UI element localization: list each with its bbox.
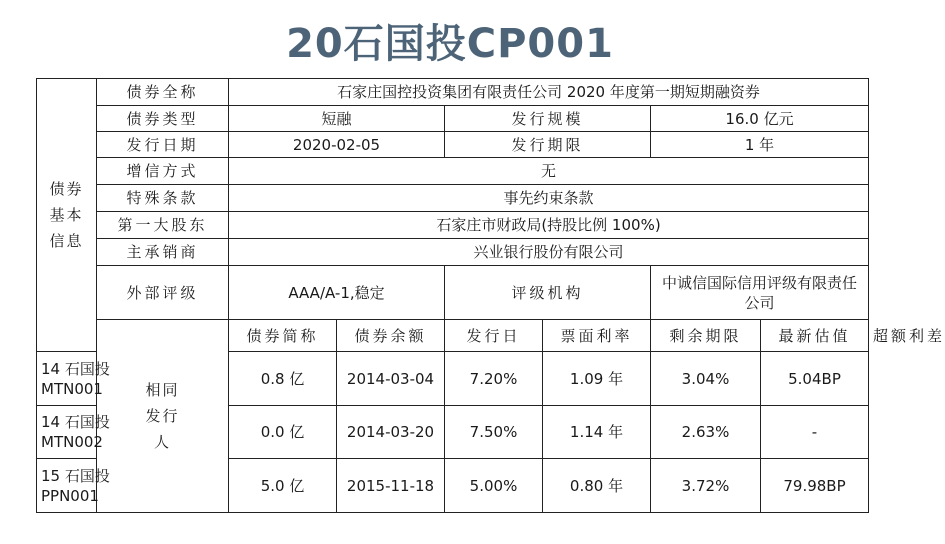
balance-cell: 5.0 亿 xyxy=(229,459,337,513)
rating-value: AAA/A-1,稳定 xyxy=(229,266,445,320)
credit-value: 无 xyxy=(229,158,869,185)
bond-code-line: PPN001 xyxy=(41,486,99,505)
type-label: 债券类型 xyxy=(97,106,229,132)
header-issue-date: 发行日 xyxy=(445,320,543,352)
term-label: 发行期限 xyxy=(445,132,651,158)
spread-cell: - xyxy=(761,406,869,459)
full-name-label: 债券全称 xyxy=(97,79,229,106)
section-same-issuer xyxy=(97,320,229,513)
valuation-cell: 2.63% xyxy=(651,406,761,459)
section-basic-info xyxy=(37,79,97,352)
credit-label: 增信方式 xyxy=(97,158,229,185)
remaining-cell: 1.09 年 xyxy=(543,352,651,406)
header-remaining: 剩余期限 xyxy=(651,320,761,352)
rating-label: 外部评级 xyxy=(97,266,229,320)
spread-cell: 79.98BP xyxy=(761,459,869,513)
coupon-cell: 5.00% xyxy=(445,459,543,513)
special-label: 特殊条款 xyxy=(97,185,229,212)
type-value: 短融 xyxy=(229,106,445,132)
agency-value: 中诚信国际信用评级有限责任公司 xyxy=(651,266,869,320)
header-name: 债券简称 xyxy=(229,320,337,352)
section-line: 基本 xyxy=(49,206,84,224)
bond-name-line: 15 石国投 xyxy=(41,466,110,485)
special-value: 事先约束条款 xyxy=(229,185,869,212)
underwriter-value: 兴业银行股份有限公司 xyxy=(229,239,869,266)
section-line: 债券 xyxy=(49,180,84,198)
issue-date-value: 2020-02-05 xyxy=(229,132,445,158)
header-valuation: 最新估值 xyxy=(761,320,869,352)
section-line: 相同 xyxy=(145,381,180,399)
coupon-cell: 7.50% xyxy=(445,406,543,459)
coupon-cell: 7.20% xyxy=(445,352,543,406)
section-line: 信息 xyxy=(49,232,84,250)
header-coupon: 票面利率 xyxy=(543,320,651,352)
bond-info-table: 债券 基本 信息 债券全称 石家庄国控投资集团有限责任公司 2020 年度第一期短期融资券 债券类型 短融 发行规模 16.0 亿元 发行日期 2020-02-05 发行期限 1 年 增信方式 无 特殊条款 事先约束条款 第一大股东 石家庄市财政局(持股比例 100%) 主承销商 兴业银行股份有限公司 外部评级 AAA/A-1,稳定 评级机构 中诚信国际信用评级有限责任公司 相同 发行 人 债券简称 债券余额 发行日 票面利率 剩余期限 最新估值 超额利差 14 石国投 MTN001 0.8 亿 2014-03-04 7.20% 1.09 年 3.04% 5.04BP 14 石国投 MTN002 0.0 亿 2014-03-20 7.50% 1.14 年 2.63% - 15 石国投 PPN001 5.0 亿 2015-11-18 5.00% 0.80 年 3.72% 79.98BP xyxy=(36,78,869,513)
valuation-cell: 3.04% xyxy=(651,352,761,406)
valuation-cell: 3.72% xyxy=(651,459,761,513)
remaining-cell: 0.80 年 xyxy=(543,459,651,513)
spread-cell: 5.04BP xyxy=(761,352,869,406)
scale-label: 发行规模 xyxy=(445,106,651,132)
balance-cell: 0.8 亿 xyxy=(229,352,337,406)
issue-date-cell: 2014-03-04 xyxy=(337,352,445,406)
remaining-cell: 1.14 年 xyxy=(543,406,651,459)
bond-code-line: MTN001 xyxy=(41,379,103,398)
bond-name-line: 14 石国投 xyxy=(41,413,110,431)
bond-name-line: 14 石国投 xyxy=(41,359,110,378)
issue-date-cell: 2014-03-20 xyxy=(337,406,445,459)
full-name-value: 石家庄国控投资集团有限责任公司 2020 年度第一期短期融资券 xyxy=(229,79,869,106)
agency-label: 评级机构 xyxy=(445,266,651,320)
balance-cell: 0.0 亿 xyxy=(229,406,337,459)
section-line: 人 xyxy=(153,433,171,451)
header-balance: 债券余额 xyxy=(337,320,445,352)
issue-date-label: 发行日期 xyxy=(97,132,229,158)
shareholder-value: 石家庄市财政局(持股比例 100%) xyxy=(229,212,869,239)
section-line: 发行 xyxy=(145,407,180,425)
scale-value: 16.0 亿元 xyxy=(651,106,869,132)
underwriter-label: 主承销商 xyxy=(97,239,229,266)
bond-code-line: MTN002 xyxy=(41,433,103,451)
bond-short-name xyxy=(37,459,110,513)
term-value: 1 年 xyxy=(651,132,869,158)
page-title: 20石国投CP001 xyxy=(286,21,614,67)
bond-short-name xyxy=(37,406,110,459)
issue-date-cell: 2015-11-18 xyxy=(337,459,445,513)
bond-short-name xyxy=(37,352,110,406)
shareholder-label: 第一大股东 xyxy=(97,212,229,239)
